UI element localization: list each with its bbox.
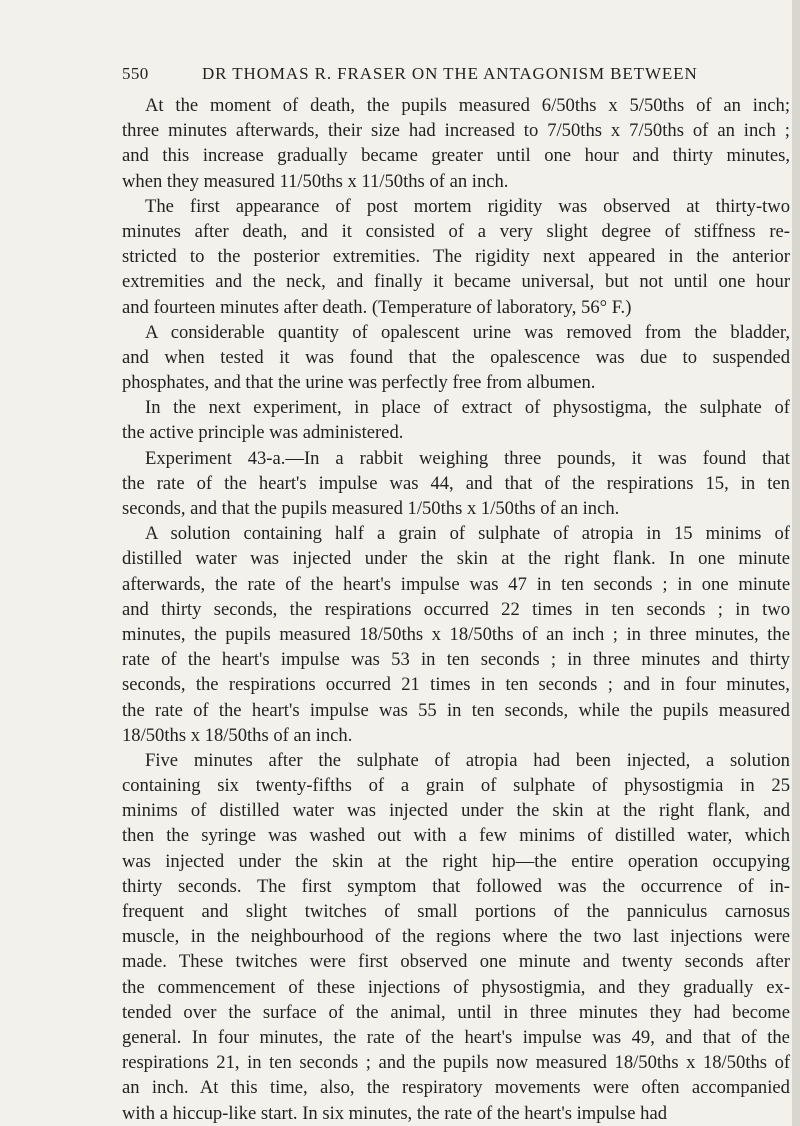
- page-number: 550: [122, 64, 149, 83]
- text-line: rate of the heart's impulse was 53 in ten seconds ; in three minutes and thirty: [122, 649, 790, 671]
- text-line: the rate of the heart's impulse was 55 in ten seconds, while the pupils measured: [122, 699, 790, 721]
- text-line: and when tested it was found that the opalescence was due to suspended: [122, 346, 791, 368]
- text-line: with a hiccup-like start. In six minutes, the rate of the heart's impulse had: [122, 1102, 668, 1124]
- running-head-title: DR THOMAS R. FRASER ON THE ANTAGONISM BETWEEN: [202, 64, 698, 83]
- text-line: Experiment 43-a.—In a rabbit weighing three pounds, it was found that: [145, 447, 790, 469]
- text-line: At the moment of death, the pupils measured 6/50ths x 5/50ths of an inch;: [145, 95, 790, 116]
- text-line: minutes, the pupils measured 18/50ths x 18/50ths of an inch ; in three minutes, the: [122, 623, 790, 645]
- text-line: 18/50ths x 18/50ths of an inch.: [122, 724, 353, 746]
- text-line: minims of distilled water was injected under the skin at the right flank, and: [122, 800, 791, 822]
- text-line: and thirty seconds, the respirations occurred 22 times in ten seconds ; in two: [122, 598, 790, 620]
- running-header: [122, 64, 722, 90]
- text-line: extremities and the neck, and finally it became universal, but not until one hour: [122, 271, 791, 293]
- text-line: The first appearance of post mortem rigidity was observed at thirty-two: [145, 195, 791, 217]
- text-line: respirations 21, in ten seconds ; and the pupils now measured 18/50ths x 18/50ths of: [122, 1052, 791, 1074]
- text-line: the rate of the heart's impulse was 44, and that of the respirations 15, in ten: [122, 472, 790, 494]
- text-line: and fourteen minutes after death. (Temperature of laboratory, 56° F.): [122, 296, 632, 318]
- text-line: tended over the surface of the animal, until in three minutes they had become: [122, 1001, 790, 1023]
- text-line: Five minutes after the sulphate of atropia had been injected, a solution: [145, 749, 790, 771]
- text-line: the commencement of these injections of physostigmia, and they gradually ex-: [122, 976, 791, 998]
- body-text: [122, 93, 790, 1126]
- text-line: containing six twenty-fifths of a grain of sulphate of physostigmia in 25: [122, 775, 791, 797]
- text-line: minutes after death, and it consisted of a very slight degree of stiffness re-: [122, 220, 790, 242]
- text-line: general. In four minutes, the rate of the heart's impulse was 49, and that of the: [122, 1026, 790, 1048]
- text-line: A solution containing half a grain of sulphate of atropia in 15 minims of: [145, 523, 790, 545]
- text-line: made. These twitches were first observed one minute and twenty seconds after: [122, 951, 790, 973]
- text-line: then the syringe was washed out with a few minims of distilled water, which: [122, 825, 791, 847]
- text-line: muscle, in the neighbourhood of the regions where the two last injections were: [122, 926, 791, 948]
- text-line: afterwards, the rate of the heart's impulse was 47 in ten seconds ; in one minute: [122, 573, 791, 595]
- text-line: phosphates, and that the urine was perfectly free from albumen.: [122, 372, 596, 394]
- text-line: an inch. At this time, also, the respiratory movements were often accompanied: [122, 1077, 790, 1099]
- text-line: distilled water was injected under the skin at the right flank. In one minute: [122, 548, 791, 570]
- text-line: when they measured 11/50ths x 11/50ths of an inch.: [122, 170, 509, 192]
- text-line: seconds, and that the pupils measured 1/50ths x 1/50ths of an inch.: [122, 498, 620, 519]
- text-line: A considerable quantity of opalescent urine was removed from the bladder,: [145, 321, 791, 343]
- text-line: and this increase gradually became greater until one hour and thirty minutes,: [122, 145, 791, 167]
- text-line: was injected under the skin at the right hip—the entire operation occupying: [122, 850, 790, 872]
- text-line: the active principle was administered.: [122, 422, 404, 444]
- text-line: thirty seconds. The first symptom that followed was the occurrence of in-: [122, 875, 790, 897]
- text-line: seconds, the respirations occurred 21 times in ten seconds ; and in four minutes,: [122, 674, 790, 696]
- text-line: stricted to the posterior extremities. The rigidity next appeared in the anterior: [122, 246, 790, 268]
- text-line: three minutes afterwards, their size had increased to 7/50ths x 7/50ths of an inch ;: [122, 120, 790, 142]
- page-edge: [792, 0, 800, 1126]
- text-line: In the next experiment, in place of extract of physostigma, the sulphate of: [145, 397, 790, 419]
- text-line: frequent and slight twitches of small portions of the panniculus carnosus: [122, 901, 791, 922]
